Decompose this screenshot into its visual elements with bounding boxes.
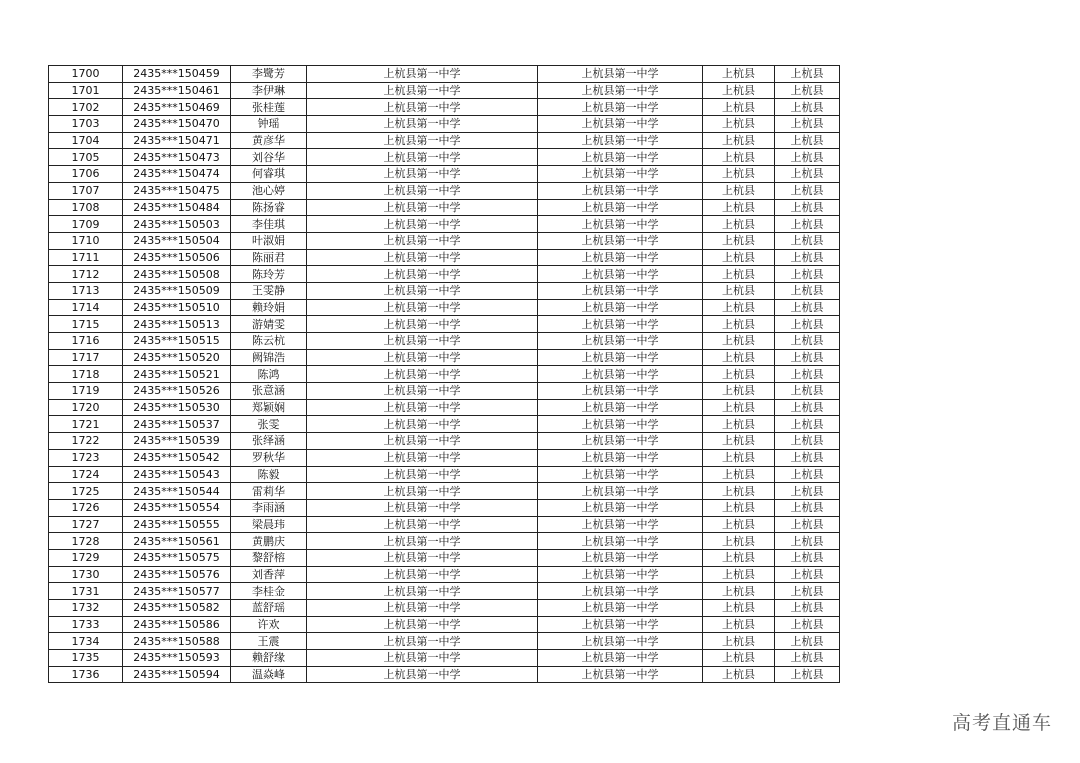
table-row (49, 182, 840, 199)
school-name: 上杭县第一中学 (307, 399, 538, 416)
table-row (49, 132, 840, 149)
table-row (49, 516, 840, 533)
county-name: 上杭县 (703, 399, 775, 416)
student-name: 雷莉华 (231, 483, 307, 500)
school-name-2: 上杭县第一中学 (538, 416, 703, 433)
roster-body (49, 66, 840, 683)
student-name: 张意涵 (231, 383, 307, 400)
exam-id: 2435***150555 (123, 516, 231, 533)
school-name: 上杭县第一中学 (307, 533, 538, 550)
county-name-2: 上杭县 (775, 132, 840, 149)
school-name: 上杭县第一中学 (307, 416, 538, 433)
county-name-2: 上杭县 (775, 82, 840, 99)
county-name: 上杭县 (703, 499, 775, 516)
school-name: 上杭县第一中学 (307, 116, 538, 133)
county-name: 上杭县 (703, 199, 775, 216)
school-name: 上杭县第一中学 (307, 316, 538, 333)
exam-id: 2435***150588 (123, 633, 231, 650)
school-name-2: 上杭县第一中学 (538, 516, 703, 533)
table-row (49, 499, 840, 516)
exam-id: 2435***150543 (123, 466, 231, 483)
school-name: 上杭县第一中学 (307, 82, 538, 99)
school-name-2: 上杭县第一中学 (538, 583, 703, 600)
county-name-2: 上杭县 (775, 333, 840, 350)
school-name: 上杭县第一中学 (307, 650, 538, 667)
school-name: 上杭县第一中学 (307, 466, 538, 483)
row-number: 1731 (49, 583, 123, 600)
school-name: 上杭县第一中学 (307, 449, 538, 466)
school-name: 上杭县第一中学 (307, 266, 538, 283)
school-name-2: 上杭县第一中学 (538, 633, 703, 650)
county-name-2: 上杭县 (775, 316, 840, 333)
table-row (49, 600, 840, 617)
row-number: 1704 (49, 132, 123, 149)
exam-id: 2435***150509 (123, 282, 231, 299)
school-name: 上杭县第一中学 (307, 383, 538, 400)
county-name-2: 上杭县 (775, 433, 840, 450)
exam-id: 2435***150475 (123, 182, 231, 199)
roster-table (48, 65, 840, 683)
county-name-2: 上杭县 (775, 633, 840, 650)
school-name: 上杭县第一中学 (307, 499, 538, 516)
school-name: 上杭县第一中学 (307, 66, 538, 83)
exam-id: 2435***150594 (123, 666, 231, 683)
exam-id: 2435***150503 (123, 216, 231, 233)
county-name-2: 上杭县 (775, 266, 840, 283)
county-name: 上杭县 (703, 232, 775, 249)
row-number: 1728 (49, 533, 123, 550)
school-name-2: 上杭县第一中学 (538, 66, 703, 83)
student-name: 黎舒榕 (231, 549, 307, 566)
county-name-2: 上杭县 (775, 349, 840, 366)
school-name-2: 上杭县第一中学 (538, 616, 703, 633)
school-name: 上杭县第一中学 (307, 483, 538, 500)
table-row (49, 266, 840, 283)
row-number: 1709 (49, 216, 123, 233)
county-name: 上杭县 (703, 216, 775, 233)
student-name: 黄鹏庆 (231, 533, 307, 550)
row-number: 1703 (49, 116, 123, 133)
county-name: 上杭县 (703, 633, 775, 650)
row-number: 1735 (49, 650, 123, 667)
row-number: 1717 (49, 349, 123, 366)
county-name-2: 上杭县 (775, 366, 840, 383)
school-name-2: 上杭县第一中学 (538, 366, 703, 383)
student-name: 赖玲娟 (231, 299, 307, 316)
row-number: 1723 (49, 449, 123, 466)
exam-id: 2435***150537 (123, 416, 231, 433)
school-name: 上杭县第一中学 (307, 182, 538, 199)
school-name-2: 上杭县第一中学 (538, 149, 703, 166)
county-name-2: 上杭县 (775, 533, 840, 550)
exam-id: 2435***150510 (123, 299, 231, 316)
student-name: 何睿琪 (231, 166, 307, 183)
student-name: 蓝舒瑶 (231, 600, 307, 617)
row-number: 1727 (49, 516, 123, 533)
watermark-text: 高考直通车 (951, 712, 1052, 734)
table-row (49, 299, 840, 316)
county-name-2: 上杭县 (775, 66, 840, 83)
row-number: 1720 (49, 399, 123, 416)
row-number: 1733 (49, 616, 123, 633)
table-row (49, 82, 840, 99)
school-name: 上杭县第一中学 (307, 282, 538, 299)
school-name-2: 上杭县第一中学 (538, 449, 703, 466)
county-name-2: 上杭县 (775, 182, 840, 199)
table-row (49, 449, 840, 466)
student-name: 陈丽君 (231, 249, 307, 266)
county-name: 上杭县 (703, 433, 775, 450)
school-name-2: 上杭县第一中学 (538, 333, 703, 350)
county-name: 上杭县 (703, 583, 775, 600)
student-name: 温焱峰 (231, 666, 307, 683)
table-row (49, 383, 840, 400)
row-number: 1726 (49, 499, 123, 516)
table-row (49, 616, 840, 633)
county-name-2: 上杭县 (775, 216, 840, 233)
table-row (49, 249, 840, 266)
county-name: 上杭县 (703, 182, 775, 199)
school-name: 上杭县第一中学 (307, 566, 538, 583)
student-name: 叶淑娟 (231, 232, 307, 249)
table-row (49, 666, 840, 683)
table-row (49, 566, 840, 583)
exam-id: 2435***150484 (123, 199, 231, 216)
table-row (49, 366, 840, 383)
county-name: 上杭县 (703, 383, 775, 400)
exam-id: 2435***150521 (123, 366, 231, 383)
county-name-2: 上杭县 (775, 466, 840, 483)
school-name-2: 上杭县第一中学 (538, 566, 703, 583)
table-row (49, 466, 840, 483)
school-name-2: 上杭县第一中学 (538, 232, 703, 249)
student-name: 李桂金 (231, 583, 307, 600)
exam-id: 2435***150554 (123, 499, 231, 516)
county-name-2: 上杭县 (775, 149, 840, 166)
county-name-2: 上杭县 (775, 549, 840, 566)
school-name-2: 上杭县第一中学 (538, 533, 703, 550)
school-name-2: 上杭县第一中学 (538, 466, 703, 483)
exam-id: 2435***150520 (123, 349, 231, 366)
school-name: 上杭县第一中学 (307, 516, 538, 533)
table-row (49, 583, 840, 600)
table-row (49, 99, 840, 116)
county-name: 上杭县 (703, 132, 775, 149)
school-name: 上杭县第一中学 (307, 349, 538, 366)
table-row (49, 232, 840, 249)
county-name-2: 上杭县 (775, 232, 840, 249)
row-number: 1721 (49, 416, 123, 433)
exam-id: 2435***150530 (123, 399, 231, 416)
county-name: 上杭县 (703, 333, 775, 350)
school-name-2: 上杭县第一中学 (538, 166, 703, 183)
student-name: 张绎涵 (231, 433, 307, 450)
table-row (49, 333, 840, 350)
county-name-2: 上杭县 (775, 383, 840, 400)
county-name-2: 上杭县 (775, 499, 840, 516)
row-number: 1700 (49, 66, 123, 83)
county-name: 上杭县 (703, 449, 775, 466)
county-name: 上杭县 (703, 282, 775, 299)
county-name: 上杭县 (703, 116, 775, 133)
county-name-2: 上杭县 (775, 299, 840, 316)
student-name: 李雨涵 (231, 499, 307, 516)
table-row (49, 316, 840, 333)
row-number: 1711 (49, 249, 123, 266)
exam-id: 2435***150526 (123, 383, 231, 400)
row-number: 1718 (49, 366, 123, 383)
county-name-2: 上杭县 (775, 199, 840, 216)
exam-id: 2435***150506 (123, 249, 231, 266)
row-number: 1732 (49, 600, 123, 617)
school-name-2: 上杭县第一中学 (538, 650, 703, 667)
row-number: 1734 (49, 633, 123, 650)
table-row (49, 433, 840, 450)
school-name-2: 上杭县第一中学 (538, 549, 703, 566)
county-name-2: 上杭县 (775, 166, 840, 183)
county-name: 上杭县 (703, 533, 775, 550)
school-name: 上杭县第一中学 (307, 199, 538, 216)
school-name-2: 上杭县第一中学 (538, 349, 703, 366)
exam-id: 2435***150586 (123, 616, 231, 633)
school-name-2: 上杭县第一中学 (538, 316, 703, 333)
student-name: 郑颖娴 (231, 399, 307, 416)
exam-id: 2435***150542 (123, 449, 231, 466)
student-name: 李鹭芳 (231, 66, 307, 83)
county-name: 上杭县 (703, 666, 775, 683)
school-name-2: 上杭县第一中学 (538, 399, 703, 416)
student-name: 许欢 (231, 616, 307, 633)
row-number: 1736 (49, 666, 123, 683)
school-name: 上杭县第一中学 (307, 149, 538, 166)
county-name-2: 上杭县 (775, 99, 840, 116)
school-name-2: 上杭县第一中学 (538, 666, 703, 683)
school-name-2: 上杭县第一中学 (538, 99, 703, 116)
county-name-2: 上杭县 (775, 666, 840, 683)
student-name: 梁晨玮 (231, 516, 307, 533)
exam-id: 2435***150471 (123, 132, 231, 149)
student-name: 张雯 (231, 416, 307, 433)
county-name-2: 上杭县 (775, 600, 840, 617)
school-name-2: 上杭县第一中学 (538, 383, 703, 400)
school-name: 上杭县第一中学 (307, 232, 538, 249)
table-row (49, 149, 840, 166)
table-row (49, 116, 840, 133)
row-number: 1701 (49, 82, 123, 99)
exam-id: 2435***150474 (123, 166, 231, 183)
row-number: 1725 (49, 483, 123, 500)
row-number: 1730 (49, 566, 123, 583)
row-number: 1716 (49, 333, 123, 350)
student-name: 罗秋华 (231, 449, 307, 466)
table-row (49, 416, 840, 433)
school-name: 上杭县第一中学 (307, 600, 538, 617)
exam-id: 2435***150593 (123, 650, 231, 667)
county-name: 上杭县 (703, 349, 775, 366)
school-name-2: 上杭县第一中学 (538, 499, 703, 516)
row-number: 1706 (49, 166, 123, 183)
county-name: 上杭县 (703, 99, 775, 116)
county-name: 上杭县 (703, 650, 775, 667)
table-row (49, 533, 840, 550)
table-row (49, 349, 840, 366)
county-name-2: 上杭县 (775, 650, 840, 667)
student-name: 刘香萍 (231, 566, 307, 583)
row-number: 1724 (49, 466, 123, 483)
student-name: 陈毅 (231, 466, 307, 483)
exam-id: 2435***150504 (123, 232, 231, 249)
student-name: 王震 (231, 633, 307, 650)
school-name-2: 上杭县第一中学 (538, 433, 703, 450)
school-name-2: 上杭县第一中学 (538, 600, 703, 617)
row-number: 1729 (49, 549, 123, 566)
row-number: 1702 (49, 99, 123, 116)
row-number: 1713 (49, 282, 123, 299)
table-row (49, 483, 840, 500)
school-name: 上杭县第一中学 (307, 616, 538, 633)
student-name: 李佳琪 (231, 216, 307, 233)
county-name-2: 上杭县 (775, 249, 840, 266)
student-name: 赖舒缘 (231, 650, 307, 667)
exam-id: 2435***150575 (123, 549, 231, 566)
student-name: 池心婷 (231, 182, 307, 199)
county-name: 上杭县 (703, 82, 775, 99)
county-name-2: 上杭县 (775, 449, 840, 466)
school-name: 上杭县第一中学 (307, 333, 538, 350)
school-name-2: 上杭县第一中学 (538, 299, 703, 316)
school-name-2: 上杭县第一中学 (538, 216, 703, 233)
student-name: 张桂莲 (231, 99, 307, 116)
exam-id: 2435***150513 (123, 316, 231, 333)
table-row (49, 216, 840, 233)
county-name-2: 上杭县 (775, 399, 840, 416)
row-number: 1707 (49, 182, 123, 199)
row-number: 1712 (49, 266, 123, 283)
exam-id: 2435***150561 (123, 533, 231, 550)
student-name: 陈云杭 (231, 333, 307, 350)
school-name-2: 上杭县第一中学 (538, 132, 703, 149)
county-name: 上杭县 (703, 483, 775, 500)
row-number: 1714 (49, 299, 123, 316)
row-number: 1722 (49, 433, 123, 450)
county-name-2: 上杭县 (775, 416, 840, 433)
county-name-2: 上杭县 (775, 483, 840, 500)
table-row (49, 199, 840, 216)
exam-id: 2435***150577 (123, 583, 231, 600)
student-name: 王雯静 (231, 282, 307, 299)
county-name: 上杭县 (703, 616, 775, 633)
row-number: 1705 (49, 149, 123, 166)
school-name: 上杭县第一中学 (307, 216, 538, 233)
student-name: 陈鸿 (231, 366, 307, 383)
county-name: 上杭县 (703, 66, 775, 83)
row-number: 1710 (49, 232, 123, 249)
exam-id: 2435***150544 (123, 483, 231, 500)
county-name: 上杭县 (703, 416, 775, 433)
school-name: 上杭县第一中学 (307, 299, 538, 316)
table-row (49, 282, 840, 299)
row-number: 1715 (49, 316, 123, 333)
table-row (49, 549, 840, 566)
student-name: 陈扬睿 (231, 199, 307, 216)
school-name: 上杭县第一中学 (307, 366, 538, 383)
county-name: 上杭县 (703, 266, 775, 283)
student-name: 黄彦华 (231, 132, 307, 149)
row-number: 1719 (49, 383, 123, 400)
school-name: 上杭县第一中学 (307, 166, 538, 183)
school-name: 上杭县第一中学 (307, 99, 538, 116)
county-name-2: 上杭县 (775, 116, 840, 133)
exam-id: 2435***150459 (123, 66, 231, 83)
county-name: 上杭县 (703, 299, 775, 316)
school-name: 上杭县第一中学 (307, 249, 538, 266)
county-name: 上杭县 (703, 566, 775, 583)
student-name: 刘谷华 (231, 149, 307, 166)
table-row (49, 166, 840, 183)
exam-id: 2435***150582 (123, 600, 231, 617)
county-name: 上杭县 (703, 549, 775, 566)
county-name-2: 上杭县 (775, 566, 840, 583)
county-name: 上杭县 (703, 466, 775, 483)
county-name-2: 上杭县 (775, 282, 840, 299)
school-name-2: 上杭县第一中学 (538, 282, 703, 299)
county-name: 上杭县 (703, 166, 775, 183)
school-name: 上杭县第一中学 (307, 666, 538, 683)
county-name-2: 上杭县 (775, 516, 840, 533)
table-row (49, 399, 840, 416)
school-name: 上杭县第一中学 (307, 583, 538, 600)
county-name: 上杭县 (703, 249, 775, 266)
school-name-2: 上杭县第一中学 (538, 483, 703, 500)
student-name: 阙锦浩 (231, 349, 307, 366)
school-name-2: 上杭县第一中学 (538, 116, 703, 133)
exam-id: 2435***150576 (123, 566, 231, 583)
school-name-2: 上杭县第一中学 (538, 82, 703, 99)
school-name: 上杭县第一中学 (307, 132, 538, 149)
school-name: 上杭县第一中学 (307, 633, 538, 650)
exam-id: 2435***150469 (123, 99, 231, 116)
student-name: 李伊琳 (231, 82, 307, 99)
school-name: 上杭县第一中学 (307, 433, 538, 450)
exam-id: 2435***150508 (123, 266, 231, 283)
county-name: 上杭县 (703, 516, 775, 533)
student-name: 陈玲芳 (231, 266, 307, 283)
student-name: 钟瑶 (231, 116, 307, 133)
exam-id: 2435***150515 (123, 333, 231, 350)
exam-id: 2435***150473 (123, 149, 231, 166)
school-name-2: 上杭县第一中学 (538, 182, 703, 199)
exam-id: 2435***150461 (123, 82, 231, 99)
exam-id: 2435***150539 (123, 433, 231, 450)
school-name-2: 上杭县第一中学 (538, 199, 703, 216)
county-name: 上杭县 (703, 600, 775, 617)
county-name-2: 上杭县 (775, 583, 840, 600)
row-number: 1708 (49, 199, 123, 216)
table-row (49, 66, 840, 83)
county-name: 上杭县 (703, 316, 775, 333)
county-name: 上杭县 (703, 366, 775, 383)
school-name: 上杭县第一中学 (307, 549, 538, 566)
county-name-2: 上杭县 (775, 616, 840, 633)
county-name: 上杭县 (703, 149, 775, 166)
school-name-2: 上杭县第一中学 (538, 249, 703, 266)
table-row (49, 650, 840, 667)
exam-id: 2435***150470 (123, 116, 231, 133)
student-name: 游婧雯 (231, 316, 307, 333)
school-name-2: 上杭县第一中学 (538, 266, 703, 283)
table-row (49, 633, 840, 650)
